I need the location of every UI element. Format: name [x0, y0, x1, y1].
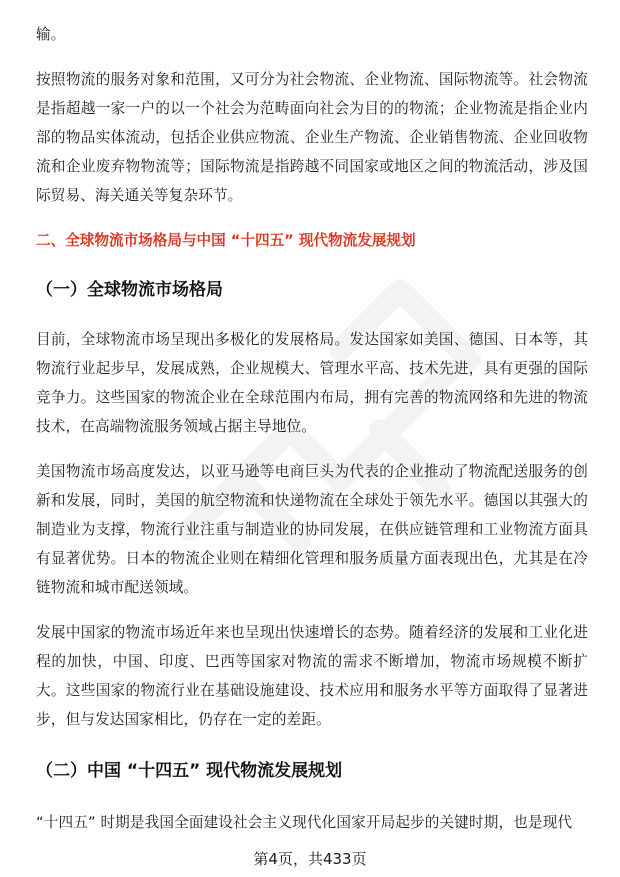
section-heading: 二、全球物流市场格局与中国 “十四五” 现代物流发展规划: [36, 232, 416, 249]
paragraph-logistics-scope: 按照物流的服务对象和范围，又可分为社会物流、企业物流、国际物流等。社会物流是指超越一家一户的以一个社会为范畴面向社会为目的的物流；企业物流是指企业内部的物品实体流动，包括企业供应物流、企业生产物流、企业销售物流、企业回收物流和企业废弃物物流等；国际物流是指跨越不同国家或地区之间的物流活动，涉及国际贸易、海关通关等复杂环节。: [36, 71, 588, 204]
document-body: [36, 20, 588, 837]
page-number: 第4页，共433页: [253, 850, 367, 868]
paragraph-global-market: 目前，全球物流市场呈现出多极化的发展格局。发达国家如美国、德国、日本等，其物流行业起步早，发展成熟，企业规模大、管理水平高、技术先进，具有更强的国际竞争力。这些国家的物流企业在全球范围内布局，拥有完善的物流网络和先进的物流技术，在高端物流服务领域占据主导地位。: [36, 331, 588, 435]
subheading-14th-plan: （二）中国 “十四五” 现代物流发展规划: [36, 761, 343, 781]
subheading-global-market: （一）全球物流市场格局: [36, 280, 223, 300]
paragraph-continuation: 输。: [36, 26, 66, 43]
paragraph-developed-countries: 美国物流市场高度发达，以亚马逊等电商巨头为代表的企业推动了物流配送服务的创新和发展，同时，美国的航空物流和快递物流在全球处于领先水平。德国以其强大的制造业为支撑，物流行业注重与制造业的协同发展，在供应链管理和工业物流方面具有显著优势。日本的物流企业则在精细化管理和服务质量方面表现出色，尤其是在冷链物流和城市配送领域。: [36, 463, 588, 596]
paragraph-developing-countries: 发展中国家的物流市场近年来也呈现出快速增长的态势。随着经济的发展和工业化进程的加快，中国、印度、巴西等国家对物流的需求不断增加，物流市场规模不断扩大。这些国家的物流行业在基础设施建设、技术应用和服务水平等方面取得了显著进步，但与发达国家相比，仍存在一定的差距。: [36, 624, 588, 728]
paragraph-14th-plan: “十四五” 时期是我国全面建设社会主义现代化国家开局起步的关键时期，也是现代: [36, 814, 573, 831]
